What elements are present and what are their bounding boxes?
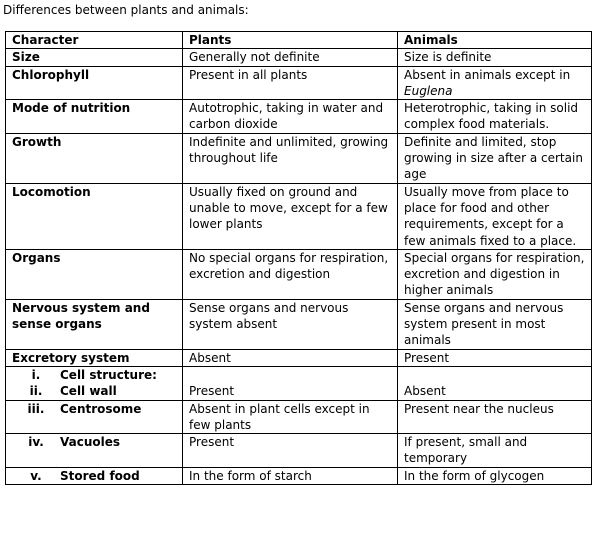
table-row-chlorophyll — [6, 66, 592, 100]
row-character: Mode of nutrition — [6, 100, 183, 134]
row-character: Locomotion — [6, 183, 183, 249]
row-animals: Present — [398, 349, 592, 366]
row-plants: Indefinite and unlimited, growing throughout life — [183, 133, 398, 183]
sub-item-number: ii. — [29, 384, 43, 399]
table-row-excretory — [6, 349, 592, 366]
row-animals: Usually move from place to place for food and other requirements, except for a few animals fixed to a place. — [398, 183, 592, 249]
table-row-organs — [6, 249, 592, 299]
table-row-stored-food — [6, 467, 592, 484]
comparison-table — [5, 31, 592, 485]
row-plants: Usually fixed on ground and unable to move, except for a few lower plants — [183, 183, 398, 249]
row-animals — [398, 66, 592, 100]
table-row-size — [6, 49, 592, 66]
sub-item-label: Centrosome — [60, 401, 142, 416]
row-plants: Generally not definite — [183, 49, 398, 66]
table-row-nervous-system — [6, 299, 592, 349]
row-animals — [398, 366, 592, 400]
row-animals: Sense organs and nervous system present in most animals — [398, 299, 592, 349]
row-plants: Present — [183, 434, 398, 468]
sub-item-label: Vacuoles — [60, 435, 121, 450]
row-animals: If present, small and temporary — [398, 434, 592, 468]
row-character — [6, 467, 183, 484]
cell-wall-animals: Absent — [404, 384, 446, 399]
row-plants: In the form of starch — [183, 467, 398, 484]
animals-text: Absent in animals except in — [404, 67, 571, 82]
sub-item — [12, 434, 179, 450]
row-plants: No special organs for respiration, excretion and digestion — [183, 249, 398, 299]
row-animals: Definite and limited, stop growing in size after a certain age — [398, 133, 592, 183]
row-character: Growth — [6, 133, 183, 183]
page-title: Differences between plants and animals: — [3, 3, 249, 17]
table-row-nutrition — [6, 100, 592, 134]
sub-item-label: Stored food — [60, 468, 140, 483]
row-plants: Sense organs and nervous system absent — [183, 299, 398, 349]
sub-item — [12, 401, 179, 417]
table-header-row — [6, 32, 592, 49]
row-character — [6, 366, 183, 400]
row-animals: Special organs for respiration, excretion and digestion in higher animals — [398, 249, 592, 299]
sub-item-number: i. — [31, 367, 41, 382]
header-plants: Plants — [183, 32, 398, 49]
sub-item-label: Cell wall — [60, 384, 117, 399]
table-row-growth — [6, 133, 592, 183]
sub-item — [12, 367, 179, 383]
header-character: Character — [6, 32, 183, 49]
sub-item-label: Cell structure: — [60, 367, 157, 382]
row-plants: Absent — [183, 349, 398, 366]
row-animals: Size is definite — [398, 49, 592, 66]
row-character: Chlorophyll — [6, 66, 183, 100]
row-character: Organs — [6, 249, 183, 299]
row-character: Nervous system and sense organs — [6, 299, 183, 349]
row-plants: Autotrophic, taking in water and carbon dioxide — [183, 100, 398, 134]
table-row-locomotion — [6, 183, 592, 249]
row-animals: Present near the nucleus — [398, 400, 592, 434]
row-plants: Present in all plants — [183, 66, 398, 100]
euglena-italic: Euglena — [404, 83, 453, 98]
row-character: Size — [6, 49, 183, 66]
row-animals: Heterotrophic, taking in solid complex food materials. — [398, 100, 592, 134]
cell-wall-plants: Present — [189, 384, 235, 399]
table-row-centrosome — [6, 400, 592, 434]
header-animals: Animals — [398, 32, 592, 49]
sub-item-number: v. — [30, 468, 42, 483]
row-character: Excretory system — [6, 349, 183, 366]
row-character — [6, 400, 183, 434]
sub-item — [12, 383, 179, 399]
row-character — [6, 434, 183, 468]
sub-item — [12, 468, 179, 484]
table-row-cell-wall — [6, 366, 592, 400]
sub-item-number: iv. — [28, 435, 44, 450]
row-animals: In the form of glycogen — [398, 467, 592, 484]
row-plants: Absent in plant cells except in few plants — [183, 400, 398, 434]
sub-item-number: iii. — [27, 401, 45, 416]
row-plants — [183, 366, 398, 400]
table-row-vacuoles — [6, 434, 592, 468]
